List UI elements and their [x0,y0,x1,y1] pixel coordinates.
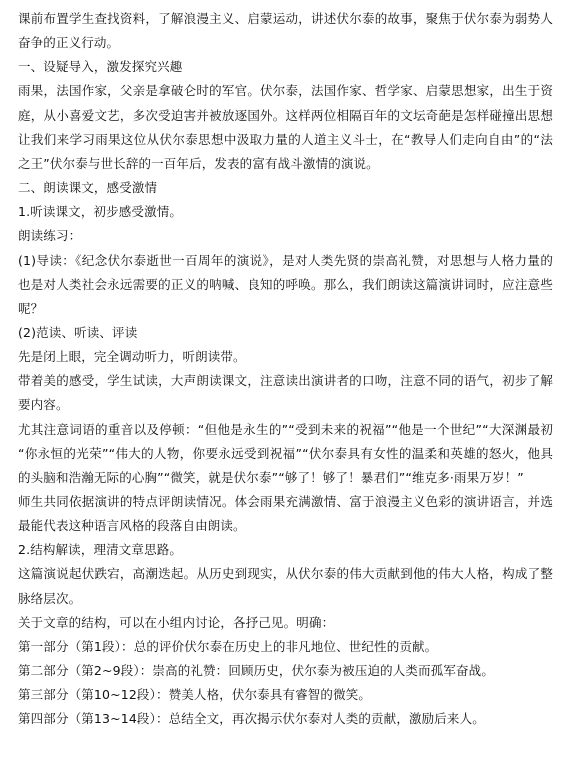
document-line: “你永恒的光荣”“伟大的人物，你要永远受到祝福”“伏尔泰具有女性的温柔和英雄的怒火，他具 [18,445,553,461]
document-line: 庭，从小喜爱文艺，多次受迫害并被放逐国外。这样两位相隔百年的文坛奇葩是怎样碰撞出思想 [18,107,553,123]
document-line: 一、设疑导入，激发探究兴趣 [18,59,183,75]
document-line: 课前布置学生查找资料，了解浪漫主义、启蒙运动，讲述伏尔泰的故事，聚焦于伏尔泰为弱势人 [18,11,553,26]
document-line: 最能代表这种语言风格的段落自由朗读。 [18,518,246,534]
document-line: 师生共同依据演讲的特点评朗读情况。体会雨果充满激情、富于浪漫主义色彩的演讲语言，并选 [18,493,553,509]
document-line: 朗读练习： [18,228,82,244]
document-line: 2.结构解读，理清文章思路。 [18,542,183,558]
document-line: 之王”伏尔泰与世长辞的一百年后，发表的富有战斗激情的演说。 [18,155,379,171]
document-line: (2)范读、听读、评读 [18,324,138,340]
document-line: 脉络层次。 [18,590,82,606]
document-line: (1)导读：《纪念伏尔泰逝世一百周年的演说》，是对人类先贤的崇高礼赞，对思想与人格力量的 [18,252,553,268]
document-line: 1.听读课文，初步感受激情。 [18,204,183,220]
document-line: 这篇演说起伏跌宕，高潮迭起。从历史到现实，从伏尔泰的伟大贡献到他的伟大人格，构成了整 [18,566,553,582]
document-line: 也是对人类社会永远需要的正义的呐喊、良知的呼唤。那么，我们朗读这篇演讲词时，应注意些 [18,276,553,292]
document-line: 第三部分（第10~12段）：赞美人格，伏尔泰具有睿智的微笑。 [18,687,372,703]
document-line: 关于文章的结构，可以在小组内讨论，各抒己见。明确： [18,614,335,630]
document-line: 雨果，法国作家，父亲是拿破仑时的军官。伏尔泰，法国作家、哲学家、启蒙思想家，出生于资 [18,83,553,99]
document-line: 先是闭上眼，完全调动听力，听朗读带。 [18,349,246,365]
document-line: 第四部分（第13~14段）：总结全文，再次揭示伏尔泰对人类的贡献，激励后来人。 [18,711,485,727]
document-line: 呢？ [18,300,44,316]
document-line: 第一部分（第1段）：总的评价伏尔泰在历史上的非凡地位、世纪性的贡献。 [18,638,438,654]
document-line: 让我们来学习雨果这位从伏尔泰思想中汲取力量的人道主义斗士，在“教导人们走向自由”的“法 [18,131,553,147]
document-line: 二、朗读课文，感受激情 [18,180,158,196]
document-line: 的头脑和浩瀚无际的心胸”“微笑，就是伏尔泰”“够了！够了！暴君们”“维克多·雨果万岁！” [18,469,524,485]
document-line: 尤其注意词语的重音以及停顿：“但他是永生的”“受到未来的祝福”“他是一个世纪”“大深渊最初 [18,421,553,437]
document-line: 要内容。 [18,397,69,413]
document-line: 带着美的感受，学生试读，大声朗读课文，注意读出演讲者的口吻，注意不同的语气，初步了解 [18,373,553,389]
document-line: 第二部分（第2~9段）：崇高的礼赞：回顾历史，伏尔泰为被压迫的人类而孤军奋战。 [18,663,494,679]
document-line: 奋争的正义行动。 [18,35,120,51]
